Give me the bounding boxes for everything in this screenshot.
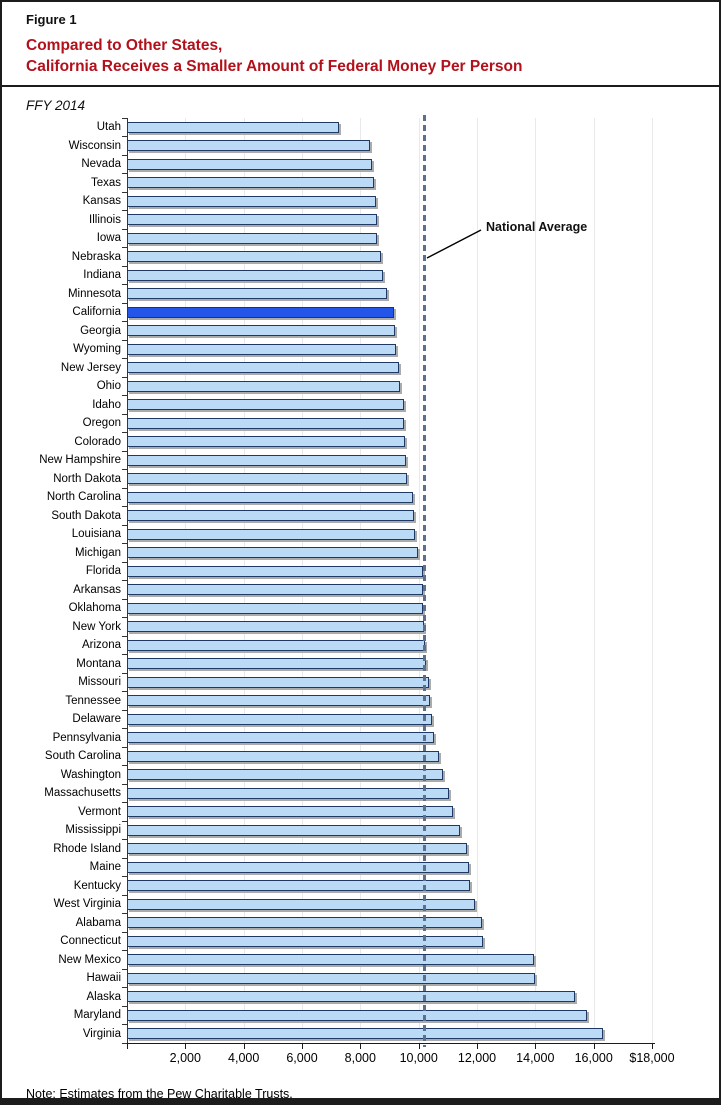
bar-track: [127, 858, 654, 877]
x-axis-tick-label: 6,000: [286, 1051, 318, 1065]
state-bar: [127, 547, 418, 558]
state-bar: [127, 436, 405, 447]
y-axis-tick: [122, 802, 127, 803]
state-label: South Carolina: [44, 750, 121, 762]
state-label: Iowa: [96, 232, 121, 244]
bar-row: [2, 451, 719, 470]
bar-track: [127, 821, 654, 840]
state-bar: [127, 362, 399, 373]
y-axis-tick: [122, 636, 127, 637]
bar-track: [127, 377, 654, 396]
state-label: Arkansas: [73, 583, 121, 596]
state-label: Nebraska: [71, 250, 121, 263]
bar-row: [2, 581, 719, 600]
bar-track: [127, 1025, 654, 1044]
bar-track: [127, 470, 654, 489]
bar-row: [2, 488, 719, 507]
state-bar: [127, 973, 535, 984]
bar-row: [2, 618, 719, 637]
bar-row: [2, 1006, 719, 1025]
bar-track: [127, 507, 654, 526]
state-label: New Jersey: [60, 361, 121, 374]
state-bar: [127, 584, 423, 595]
bar-track: [127, 488, 654, 507]
bar-track: [127, 766, 654, 785]
y-axis-tick: [122, 784, 127, 785]
bar-track: [127, 840, 654, 859]
state-bar: [127, 954, 534, 965]
y-axis-tick: [122, 913, 127, 914]
x-axis-tick: [535, 1044, 536, 1049]
bar-row: [2, 562, 719, 581]
y-axis-tick: [122, 525, 127, 526]
bar-row: [2, 914, 719, 933]
y-axis-tick: [122, 340, 127, 341]
state-label: Alabama: [75, 916, 121, 929]
bar-track: [127, 359, 654, 378]
y-axis-tick: [122, 765, 127, 766]
subtitle-row: [2, 87, 719, 115]
bar-track: [127, 729, 654, 748]
y-axis-tick: [122, 654, 127, 655]
y-axis-tick: [122, 266, 127, 267]
state-bar: [127, 566, 423, 577]
x-axis-tick: [652, 1044, 653, 1049]
state-label: Oregon: [82, 417, 121, 429]
state-label: West Virginia: [53, 898, 121, 910]
bar-row: [2, 544, 719, 563]
y-axis-tick: [122, 414, 127, 415]
y-axis-tick: [122, 747, 127, 748]
bar-row: [2, 969, 719, 988]
y-axis-tick: [122, 432, 127, 433]
bar-track: [127, 192, 654, 211]
state-bar: [127, 510, 414, 521]
figure-subtitle: FFY 2014: [26, 98, 86, 113]
state-bar: [127, 233, 377, 244]
state-bar: [127, 381, 400, 392]
bar-track: [127, 266, 654, 285]
bar-row: [2, 766, 719, 785]
state-label: Arizona: [82, 639, 121, 651]
bar-track: [127, 655, 654, 674]
bar-row: [2, 396, 719, 415]
state-label: Louisiana: [71, 528, 121, 540]
x-axis-line: [127, 1043, 655, 1044]
state-label: Michigan: [74, 546, 121, 559]
state-bar: [127, 140, 370, 151]
y-axis-tick: [122, 377, 127, 378]
bar-row: [2, 248, 719, 267]
y-axis-tick: [122, 1043, 127, 1044]
bar-row: [2, 821, 719, 840]
state-bar: [127, 788, 449, 799]
bar-row: [2, 951, 719, 970]
state-bar: [127, 344, 396, 355]
bar-row: [2, 840, 719, 859]
y-axis-tick: [122, 136, 127, 137]
state-label: California: [72, 306, 121, 318]
state-bar: [127, 991, 575, 1002]
state-bar: [127, 843, 467, 854]
bar-track: [127, 710, 654, 729]
bar-track: [127, 951, 654, 970]
x-axis-tick-label: 14,000: [516, 1051, 555, 1065]
state-bar: [127, 732, 434, 743]
state-bar: [127, 825, 460, 836]
y-axis-tick: [122, 932, 127, 933]
y-axis-tick: [122, 987, 127, 988]
state-label: Texas: [90, 176, 121, 189]
x-axis-tick-label: 2,000: [169, 1051, 201, 1065]
x-axis-tick: [419, 1044, 420, 1049]
bar-track: [127, 451, 654, 470]
figure-label: Figure 1: [26, 12, 77, 27]
state-bar: [127, 529, 415, 540]
bar-track: [127, 877, 654, 896]
bar-row: [2, 747, 719, 766]
y-axis-tick: [122, 599, 127, 600]
y-axis-tick: [122, 1024, 127, 1025]
state-label: Ohio: [96, 380, 121, 392]
bar-row: [2, 655, 719, 674]
bar-row: [2, 803, 719, 822]
state-bar: [127, 769, 443, 780]
bar-track: [127, 636, 654, 655]
state-bar: [127, 214, 377, 225]
state-bar: [127, 677, 429, 688]
state-label: Wisconsin: [68, 139, 121, 152]
state-bar: [127, 880, 470, 891]
state-label: Washington: [60, 768, 121, 781]
y-axis-tick: [122, 247, 127, 248]
note-row: [2, 1074, 719, 1103]
bar-row: [2, 322, 719, 341]
state-bar: [127, 695, 430, 706]
state-bar: [127, 492, 413, 503]
bar-row: [2, 877, 719, 896]
state-bar: [127, 473, 407, 484]
y-axis-tick: [122, 395, 127, 396]
state-bar: [127, 1010, 587, 1021]
bar-row: [2, 303, 719, 322]
bar-track: [127, 433, 654, 452]
state-label: Kansas: [82, 195, 121, 207]
bar-row: [2, 229, 719, 248]
bar-row: [2, 729, 719, 748]
y-axis-tick: [122, 691, 127, 692]
bar-track: [127, 340, 654, 359]
state-bar: [127, 177, 374, 188]
y-axis-tick: [122, 303, 127, 304]
bar-track: [127, 248, 654, 267]
state-label: Illinois: [89, 213, 121, 226]
bar-track: [127, 784, 654, 803]
x-axis-tick-label: 12,000: [457, 1051, 497, 1065]
bar-track: [127, 118, 654, 137]
state-bar: [127, 640, 425, 651]
y-axis-tick: [122, 321, 127, 322]
state-bar: [127, 455, 406, 466]
y-axis-tick: [122, 839, 127, 840]
y-axis-tick: [122, 895, 127, 896]
state-bar: [127, 159, 372, 170]
bar-track: [127, 174, 654, 193]
state-label: Montana: [76, 657, 121, 670]
state-bar: [127, 251, 381, 262]
state-bar: [127, 325, 395, 336]
bar-track: [127, 562, 654, 581]
state-bar: [127, 917, 482, 928]
x-axis-tick-label: 10,000: [399, 1051, 438, 1065]
bar-track: [127, 599, 654, 618]
state-label: Kentucky: [73, 879, 121, 892]
y-axis-tick: [122, 617, 127, 618]
bar-row: [2, 266, 719, 285]
y-axis-tick: [122, 728, 127, 729]
bar-row: [2, 174, 719, 193]
y-axis-tick: [122, 284, 127, 285]
state-label: Idaho: [92, 398, 121, 411]
bar-track: [127, 581, 654, 600]
bar-track: [127, 803, 654, 822]
state-label: North Carolina: [46, 491, 121, 503]
y-axis-tick: [122, 876, 127, 877]
bar-row: [2, 211, 719, 230]
state-bar: [127, 621, 424, 632]
x-axis-tick: [360, 1044, 361, 1049]
state-label: Pennsylvania: [52, 731, 121, 744]
state-bar: [127, 936, 483, 947]
state-bar-highlighted: [127, 307, 394, 318]
state-label: Colorado: [74, 435, 121, 448]
x-axis-tick-label: 16,000: [574, 1051, 613, 1065]
y-axis-tick: [122, 469, 127, 470]
bar-track: [127, 322, 654, 341]
bar-row: [2, 988, 719, 1007]
state-label: Maine: [89, 861, 121, 873]
state-bar: [127, 196, 376, 207]
bar-row: [2, 414, 719, 433]
state-bar: [127, 399, 404, 410]
x-axis-tick-label: $18,000: [629, 1051, 675, 1065]
bar-row: [2, 285, 719, 304]
bar-rows: [2, 118, 719, 1043]
national-average-label: National Average: [486, 220, 588, 234]
y-axis-tick: [122, 358, 127, 359]
figure-title: [26, 35, 695, 77]
state-label: Maryland: [73, 1009, 121, 1021]
x-axis-tick: [477, 1044, 478, 1049]
state-bar: [127, 288, 387, 299]
y-axis-tick: [122, 451, 127, 452]
y-axis-tick: [122, 118, 127, 119]
y-axis-tick: [122, 673, 127, 674]
bar-row: [2, 710, 719, 729]
bar-track: [127, 618, 654, 637]
y-axis-tick: [122, 969, 127, 970]
state-label: Wyoming: [73, 343, 121, 355]
bar-row: [2, 673, 719, 692]
state-bar: [127, 658, 426, 669]
state-label: Nevada: [81, 158, 121, 170]
y-axis-tick: [122, 488, 127, 489]
state-label: Minnesota: [67, 287, 121, 300]
state-bar: [127, 122, 339, 133]
state-label: Georgia: [80, 324, 121, 337]
bar-track: [127, 673, 654, 692]
state-label: Hawaii: [86, 972, 121, 984]
bar-track: [127, 285, 654, 304]
bar-row: [2, 192, 719, 211]
bar-row: [2, 858, 719, 877]
bar-track: [127, 155, 654, 174]
bar-row: [2, 932, 719, 951]
state-label: North Dakota: [53, 472, 121, 485]
state-label: Rhode Island: [53, 842, 121, 855]
bar-row: [2, 692, 719, 711]
bar-track: [127, 544, 654, 563]
y-axis-tick: [122, 562, 127, 563]
bar-track: [127, 969, 654, 988]
state-label: Connecticut: [60, 935, 121, 947]
y-axis-tick: [122, 580, 127, 581]
y-axis-tick: [122, 192, 127, 193]
state-bar: [127, 862, 469, 873]
y-axis-tick: [122, 710, 127, 711]
state-label: Florida: [85, 565, 121, 577]
state-label: Massachusetts: [44, 787, 121, 799]
bar-row: [2, 137, 719, 156]
state-label: Missouri: [78, 676, 121, 688]
bar-row: [2, 155, 719, 174]
state-bar: [127, 806, 453, 817]
bar-track: [127, 932, 654, 951]
figure-title-line2: California Receives a Smaller Amount of Federal Money Per Person: [26, 58, 523, 75]
y-axis-tick: [122, 950, 127, 951]
y-axis-tick: [122, 173, 127, 174]
bar-track: [127, 396, 654, 415]
y-axis-tick: [122, 821, 127, 822]
state-label: Mississippi: [65, 824, 121, 836]
state-bar: [127, 270, 383, 281]
bar-track: [127, 895, 654, 914]
source-note: Note: Estimates from the Pew Charitable Trusts.: [26, 1087, 293, 1101]
x-axis-tick: [594, 1044, 595, 1049]
x-axis-tick: [127, 1044, 128, 1049]
state-label: Indiana: [83, 269, 121, 281]
bar-track: [127, 988, 654, 1007]
figure-header: [2, 2, 719, 87]
y-axis-tick: [122, 229, 127, 230]
x-axis-tick-label: 4,000: [228, 1051, 260, 1065]
y-axis-tick: [122, 543, 127, 544]
state-bar: [127, 714, 432, 725]
bar-row: [2, 895, 719, 914]
bar-track: [127, 525, 654, 544]
bar-track: [127, 303, 654, 322]
bar-track: [127, 414, 654, 433]
bar-row: [2, 433, 719, 452]
bar-row: [2, 359, 719, 378]
y-axis-tick: [122, 210, 127, 211]
bar-row: [2, 377, 719, 396]
bar-track: [127, 1006, 654, 1025]
figure-title-line1: Compared to Other States,: [26, 37, 223, 54]
x-axis-tick: [244, 1044, 245, 1049]
bar-row: [2, 340, 719, 359]
state-label: Tennessee: [65, 694, 121, 707]
bar-track: [127, 914, 654, 933]
bar-row: [2, 599, 719, 618]
y-axis-tick: [122, 858, 127, 859]
x-axis-tick: [302, 1044, 303, 1049]
state-label: Utah: [96, 121, 121, 133]
state-bar: [127, 603, 423, 614]
national-average-line: [423, 115, 426, 1047]
bar-row: [2, 1025, 719, 1044]
bar-track: [127, 692, 654, 711]
state-label: Alaska: [86, 990, 121, 1003]
y-axis-tick: [122, 1006, 127, 1007]
state-bar: [127, 418, 404, 429]
x-axis-tick-label: 8,000: [344, 1051, 376, 1065]
bar-row: [2, 636, 719, 655]
state-label: Delaware: [72, 713, 121, 725]
bar-row: [2, 470, 719, 489]
state-label: Virginia: [82, 1027, 121, 1040]
state-label: New Mexico: [58, 953, 121, 966]
state-label: Vermont: [78, 805, 121, 818]
state-label: New York: [72, 620, 121, 633]
state-label: South Dakota: [51, 509, 121, 522]
state-label: Oklahoma: [68, 602, 121, 614]
bar-row: [2, 507, 719, 526]
state-label: New Hampshire: [39, 454, 121, 466]
state-bar: [127, 751, 439, 762]
bar-row: [2, 118, 719, 137]
bar-track: [127, 137, 654, 156]
y-axis-tick: [122, 155, 127, 156]
bar-chart: [2, 118, 719, 1074]
state-bar: [127, 1028, 603, 1039]
bar-row: [2, 784, 719, 803]
bar-track: [127, 747, 654, 766]
y-axis-tick: [122, 506, 127, 507]
bar-row: [2, 525, 719, 544]
x-axis-tick: [185, 1044, 186, 1049]
